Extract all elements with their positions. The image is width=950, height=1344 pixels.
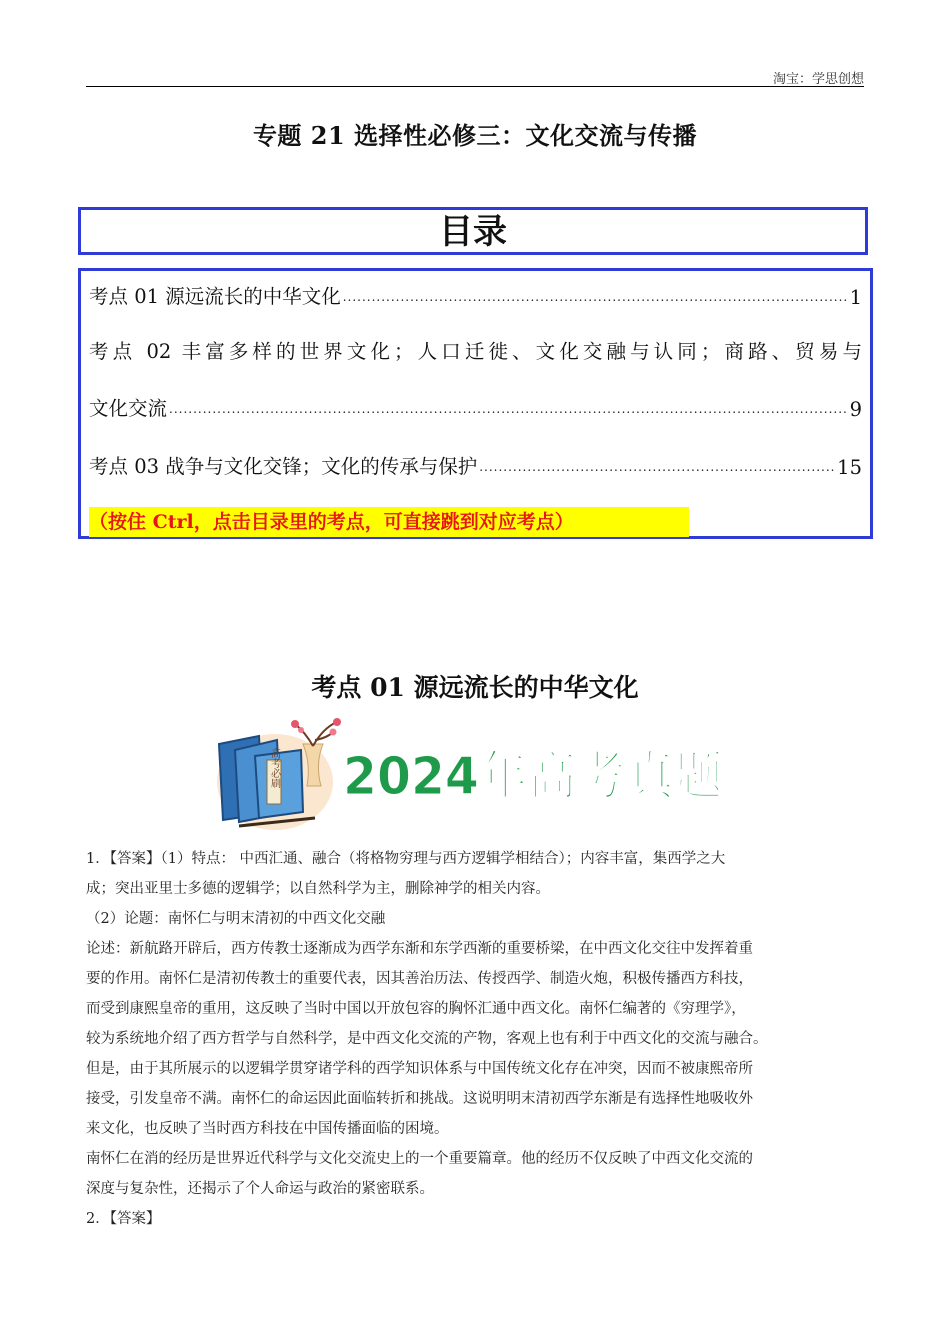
- toc-item-label[interactable]: 考点 03 战争与文化交锋；文化的传承与保护: [89, 455, 478, 478]
- blossom-icon: [298, 727, 304, 733]
- toc-heading: 目录: [78, 207, 868, 255]
- toc-item-label[interactable]: 考点 01 源远流长的中华文化: [89, 285, 341, 308]
- toc-leader-dots: [169, 402, 848, 416]
- blossom-icon: [330, 729, 337, 736]
- answer-line: 较为系统地介绍了西方哲学与自然科学，是中西文化交流的产物，客观上也有利于中西文化的交流与融合。: [86, 1031, 768, 1047]
- toc-item-2-line1[interactable]: 考点 02 丰富多样的世界文化；人口迁徙、文化交融与认同；商路、贸易与: [89, 340, 862, 363]
- answer-line: 深度与复杂性，还揭示了个人命运与政治的紧密联系。: [86, 1181, 434, 1197]
- answer-line: 要的作用。南怀仁是清初传教士的重要代表，因其善治历法、传授西学、制造火炮，积极传播西方科技，: [86, 971, 753, 987]
- answer-body: [86, 844, 866, 1234]
- answer-line: 而受到康熙皇帝的重用，这反映了当时中国以开放包容的胸怀汇通中西文化。南怀仁编著的《穷理学》，: [86, 1001, 746, 1017]
- answer-line: 成；突出亚里士多德的逻辑学；以自然科学为主，删除神学的相关内容。: [86, 881, 550, 897]
- toc-item-page[interactable]: 1: [849, 286, 862, 309]
- toc-item-page[interactable]: 15: [837, 456, 862, 479]
- answer-line: 南怀仁在消的经历是世界近代科学与文化交流史上的一个重要篇章。他的经历不仅反映了中西文化交流的: [86, 1151, 753, 1167]
- section-title: 考点 01 源远流长的中华文化: [311, 673, 639, 702]
- answer-line: 2．【答案】: [86, 1211, 161, 1227]
- blossom-icon: [333, 718, 341, 726]
- answer-line: 接受，引发皇帝不满。南怀仁的命运因此面临转折和挑战。这说明明末清初西学东渐是有选择性地吸收外: [86, 1091, 753, 1107]
- answer-line: 来文化，也反映了当时西方科技在中国传播面临的困境。: [86, 1121, 449, 1137]
- toc-item-2[interactable]: [89, 391, 862, 421]
- gaokao-2024-banner: [215, 714, 735, 832]
- answer-line: 论述：新航路开辟后，西方传教士逐渐成为西学东渐和东学西渐的重要桥梁，在中西文化交往中发挥着重: [86, 941, 753, 957]
- banner-title: 2024年高考真题: [343, 747, 723, 807]
- toc-leader-dots: [479, 460, 835, 474]
- answer-line: 但是，由于其所展示的以逻辑学贯穿诸学科的西学知识体系与中国传统文化存在冲突，因而不被康熙帝所: [86, 1061, 753, 1077]
- table-of-contents: [78, 268, 873, 539]
- toc-item-page[interactable]: 9: [849, 398, 862, 421]
- toc-item-label[interactable]: 文化交流: [89, 397, 168, 420]
- answer-line: 1．【答案】（1）特点： 中西汇通、融合（将格物穷理与西方逻辑学相结合）；内容丰富，集西学之大: [86, 851, 726, 867]
- toc-item-3[interactable]: [89, 449, 862, 479]
- blossom-icon: [291, 720, 299, 728]
- document-title: 专题 21 选择性必修三：文化交流与传播: [252, 121, 698, 150]
- toc-item-1[interactable]: [89, 279, 862, 309]
- banner-book-label: 高考必刷: [268, 748, 280, 788]
- header-source: 淘宝：学思创想: [772, 72, 864, 87]
- answer-line: （2）论题：南怀仁与明末清初的中西文化交融: [86, 911, 386, 927]
- toc-leader-dots: [343, 290, 848, 304]
- toc-ctrl-hint: （按住 Ctrl，点击目录里的考点，可直接跳到对应考点）: [89, 507, 689, 537]
- header-divider: [86, 86, 864, 87]
